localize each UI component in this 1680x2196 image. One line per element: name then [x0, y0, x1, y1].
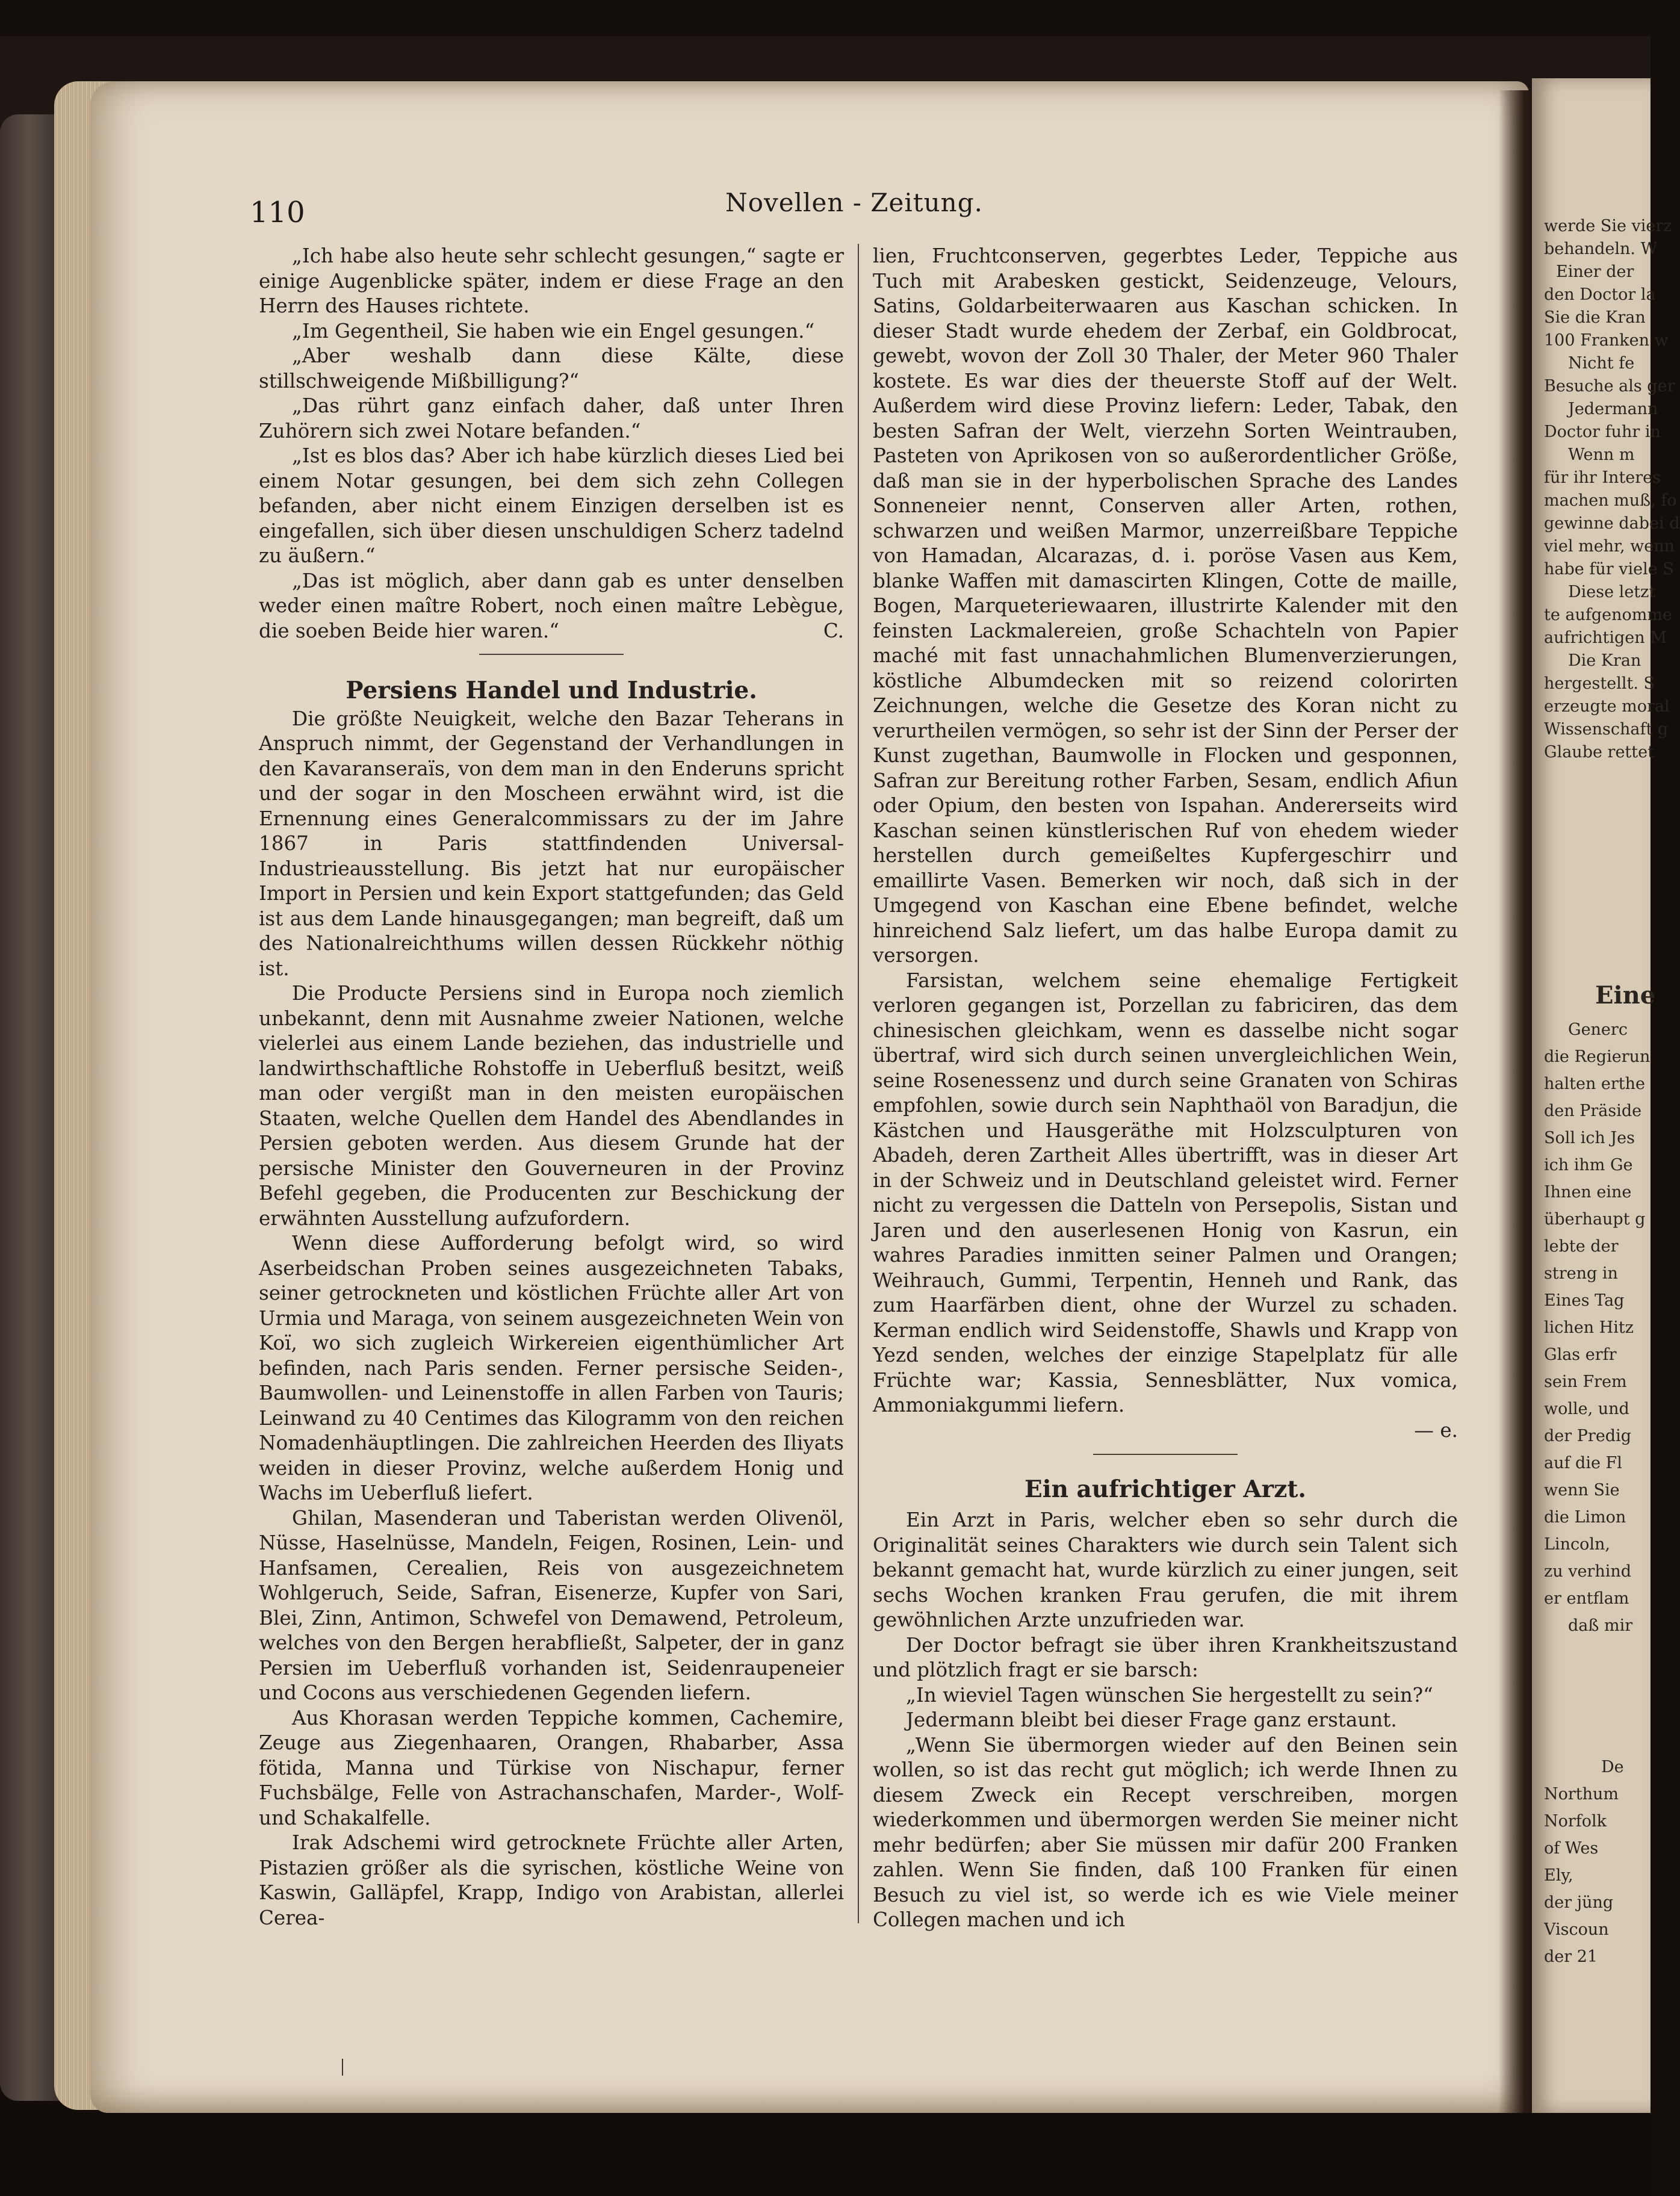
facing-page-line: Jedermann [1568, 400, 1658, 418]
facing-page-line: für ihr Interes [1544, 468, 1661, 487]
facing-page-line: Generc [1568, 1020, 1628, 1039]
article-paragraph: Der Doctor befragt sie über ihren Krankheitszustand und plötzlich fragt er sie barsch: [873, 1633, 1458, 1681]
article-paragraph: „Wenn Sie übermorgen wieder auf den Beinen sein wollen, so ist das recht gut möglich; ich werde Ihnen zu diesem Zweck ein Recept verschreiben, morgen wiederkommen und übermorgen werden Sie meiner nicht mehr bedürfen; aber Sie müssen mir dafür 200 Franken zahlen. Wenn Sie finden, daß 100 Franken für einen Besuch zu viel ist, so werde ich es wie Viele meiner Collegen machen und ich [873, 1733, 1458, 1931]
facing-page-line: Diese letzt [1568, 583, 1656, 601]
facing-page-line: gewinne dabei d [1544, 514, 1680, 533]
dialogue-paragraph: „Ich habe also heute sehr schlecht gesungen,“ sagte er einige Augenblicke später, indem er diese Frage an den Herrn des Hauses richtete. [259, 244, 844, 317]
article-paragraph: Die größte Neuigkeit, welche den Bazar Teherans in Anspruch nimmt, der Gegenstand der Verhandlungen in den Kavaranseraïs, von dem man in den Enderuns spricht und der sogar in den Moscheen erwähnt wird, ist die Ernennung eines Generalcommissars zu der im Jahre 1867 in Paris stattfindenden Universal-Industrieausstellung. Bis jetzt hat nur europäischer Import in Persien und kein Export stattgefunden; das Geld ist aus dem Lande hinausgegangen; man begreift, daß um des Nationalreichthums willen dessen Rückkehr nöthig ist. [259, 707, 844, 980]
facing-page-line: Viscoun [1544, 1920, 1609, 1939]
facing-page-line: De [1601, 1758, 1624, 1776]
column-divider [858, 244, 859, 1923]
article-signature: — e. [1414, 1418, 1458, 1442]
facing-page-line: Sie die Kran [1544, 308, 1646, 327]
facing-page-line: Ihnen eine [1544, 1183, 1632, 1202]
facing-page-line: den Doctor la [1544, 285, 1656, 304]
facing-page-line: Glas erfr [1544, 1345, 1617, 1364]
article-paragraph: Wenn diese Aufforderung befolgt wird, so wird Aserbeidschan Proben seines ausgezeichneten Tabaks, seiner getrockneten und köstlichen Früchte aller Art von Urmia und Maraga, von seinem ausgezeichneten Wein von Koï, wo sich zugleich Wirkereien eigenthümlicher Art befinden, nach Paris senden. Ferner persische Seiden-, Baumwollen- und Leinenstoffe in allen Farben von Tauris; Leinwand zu 40 Centimes das Kilogramm von den reichen Nomadenhäuptlingen. Die zahlreichen Heerden des Iliyats weiden in dieser Provinz, welche außerdem Honig und Wachs im Ueberfluß liefert. [259, 1232, 844, 1504]
article-paragraph: Ghilan, Masenderan und Taberistan werden Olivenöl, Nüsse, Haselnüsse, Mandeln, Feigen, Rosinen, Lein- und Hanfsamen, Cerealien, Reis von ausgezeichnetem Wohlgeruch, Seide, Safran, Eisenerze, Kupfer von Sari, Blei, Zinn, Antimon, Schwefel von Demawend, Petroleum, welches von den Bergen herabfließt, Salpeter, der in ganz Persien im Ueberfluß vorhanden ist, Seidenraupeneier und Cocons aus verschiedenen Gegenden liefern. [259, 1506, 844, 1704]
facing-page-line: daß mir [1568, 1616, 1633, 1635]
article-paragraph-continued: lien, Fruchtconserven, gegerbtes Leder, Teppiche aus Tuch mit Arabesken gestickt, Seidenzeuge, Velours, Satins, Goldarbeiterwaaren aus Kaschan schicken. In dieser Stadt wurde ehedem der Zerbaf, ein Goldbrocat, gewebt, wovon der Zoll 30 Thaler, der Meter 960 Thaler kostete. Es war dies der theuerste Stoff auf der Welt. Außerdem wird diese Provinz liefern: Leder, Tabak, den besten Safran der Welt, vierzehn Sorten Weintrauben, Pasteten von Aprikosen von so außerordentlicher Größe, daß man sie in der hyperbolischen Sprache des Landes Sonneneier nennt, Conserven aller Arten, rothen, schwarzen und weißen Marmor, unzerreißbare Teppiche von Hamadan, Alcarazas, d. i. poröse Vasen aus Kem, blanke Waffen mit damascirten Klingen, Cotte de maille, Bogen, Marqueteriewaaren, illustrirte Kalender mit den feinsten Lackmalereien, große Schachteln von Papier maché mit fast unnachahmlichen Blumenverzierungen, köstliche Albumdecken mit so reizend colorirten Zeichnungen, welche die Gesetze des Koran nicht zu verurtheilen vermögen, so sehr ist der Sinn der Perser der Kunst zugethan, Baumwolle in Flocken und gesponnen, Safran zur Bereitung rother Farben, Sesam, endlich Afiun oder Opium, den besten von Ispahan. Andererseits wird Kaschan seinen künstlerischen Ruf von ehedem wieder herstellen durch gemeißeltes Kupfergeschirr und emaillirte Vasen. Bemerken wir noch, daß sich in der Umgegend von Kaschan eine Ebene befindet, welche hinreichend Salz liefert, um das halbe Europa damit zu versorgen. [873, 244, 1458, 967]
running-title: Novellen - Zeitung. [725, 188, 983, 217]
facing-page-line: überhaupt g [1544, 1210, 1646, 1229]
facing-page-line: Besuche als ger [1544, 377, 1675, 395]
facing-page-line: sein Frem [1544, 1372, 1627, 1391]
printing-mark [342, 2059, 343, 2076]
facing-page-line: Einer der [1556, 262, 1634, 281]
article-title-arzt: Ein aufrichtiger Arzt. [1024, 1475, 1306, 1503]
facing-page-line: hergestellt. S [1544, 674, 1655, 693]
facing-page-line: wenn Sie [1544, 1481, 1620, 1500]
article-paragraph: Jedermann bleibt bei dieser Frage ganz erstaunt. [906, 1708, 1397, 1731]
facing-page-line: Norfolk [1544, 1812, 1607, 1831]
page-number: 110 [250, 196, 305, 229]
facing-page-line: Eines Tag [1544, 1291, 1625, 1310]
article-paragraph: Irak Adschemi wird getrocknete Früchte aller Arten, Pistazien größer als die syrischen, köstliche Weine von Kaswin, Galläpfel, Krapp, Indigo von Arabistan, allerlei Cerea- [259, 1831, 844, 1929]
dialogue-paragraph: „Im Gegentheil, Sie haben wie ein Engel gesungen.“ [292, 319, 815, 343]
facing-page-line: Wissenschaft g [1544, 720, 1669, 739]
section-rule [479, 654, 624, 655]
facing-page-line: lebte der [1544, 1237, 1619, 1256]
facing-page-line: Die Kran [1568, 651, 1641, 670]
article-paragraph: „In wieviel Tagen wünschen Sie hergestellt zu sein?“ [906, 1683, 1433, 1707]
dialogue-paragraph-closing: „Das ist möglich, aber dann gab es unter denselben weder einen maître Robert, noch einen maître Lebègue, die soeben Beide hier waren.“ [259, 569, 844, 642]
facing-page-line: Nicht fe [1568, 354, 1635, 373]
dialogue-paragraph: „Ist es blos das? Aber ich habe kürzlich dieses Lied bei einem Notar gesungen, bei dem sich zehn Collegen befanden, aber nicht einem Einzigen derselben ist es eingefallen, sich über diesen unschuldigen Scherz tadelnd zu äußern.“ [259, 444, 844, 567]
facing-page-line: der jüng [1544, 1893, 1614, 1912]
article-paragraph: Ein Arzt in Paris, welcher eben so sehr durch die Originalität seines Charakters wie durch sein Talent sich bekannt gemacht hat, wurde kürzlich zu einer jungen, seit sechs Wochen kranken Frau gerufen, die mit ihrem gewöhnlichen Arzte unzufrieden war. [873, 1509, 1458, 1631]
facing-page [1532, 78, 1680, 2113]
article-paragraph: Farsistan, welchem seine ehemalige Fertigkeit verloren gegangen ist, Porzellan zu fabriciren, das dem chinesischen gleichkam, wenn es dasselbe nicht sogar übertraf, wird sich durch seinen unvergleichlichen Wein, seine Rosenessenz und durch seine Granaten von Schiras empfohlen, sowie durch sein Naphthaöl von Baradjun, die Kästchen und Hausgeräthe mit Holzsculpturen von Abadeh, deren Zartheit Alles übertrifft, was in dieser Art in der Schweiz und in Deutschland geleistet wird. Ferner nicht zu vergessen die Datteln von Persepolis, Sistan und Jaren und den auserlesenen Honig von Kasrun, ein wahres Paradies inmitten seiner Palmen und Orangen; Weihrauch, Gummi, Terpentin, Henneh und Rank, das zum Haarfärben dient, ohne der Wurzel zu schaden. Kerman endlich wird Seidenstoffe, Shawls und Krapp von Yezd senden, welches der einzige Stapelplatz für alle Früchte war; Kassia, Sennesblätter, Nux vomica, Ammoniakgummi liefern. [873, 969, 1458, 1416]
facing-page-line: Northum [1544, 1785, 1619, 1804]
section-rule [1093, 1454, 1238, 1455]
article-paragraph: Aus Khorasan werden Teppiche kommen, Cachemire, Zeuge aus Ziegenhaaren, Orangen, Rhabarber, Assa fötida, Manna und Türkise von Nischapur, ferner Fuchsbälge, Felle von Astrachanschafen, Marder-, Wolf- und Schakalfelle. [259, 1706, 844, 1829]
facing-page-line: die Regierun [1544, 1047, 1651, 1066]
facing-page-line: te aufgenomme [1544, 606, 1672, 624]
left-column [259, 244, 844, 1931]
facing-page-line: Glaube rettet [1544, 743, 1654, 761]
facing-page-line: die Limon [1544, 1508, 1626, 1527]
facing-page-line: habe für viele S [1544, 560, 1674, 578]
facing-page-line: Wenn m [1568, 445, 1635, 464]
story-signature: C. [823, 619, 844, 642]
facing-page-heading: Eine [1595, 981, 1656, 1010]
facing-page-line: 100 Franken w [1544, 331, 1669, 350]
facing-page-line: der Predig [1544, 1427, 1632, 1445]
dialogue-paragraph: „Das rührt ganz einfach daher, daß unter Ihren Zuhörern sich zwei Notare befanden.“ [259, 394, 844, 442]
facing-page-line: werde Sie vierz [1544, 217, 1672, 235]
facing-page-line: aufrichtigen M [1544, 628, 1667, 647]
dialogue-paragraph: „Aber weshalb dann diese Kälte, diese stillschweigende Mißbilligung?“ [259, 344, 844, 392]
facing-page-line: viel mehr, wenn [1544, 537, 1675, 556]
facing-page-line: Soll ich Jes [1544, 1129, 1635, 1147]
facing-page-line: halten erthe [1544, 1075, 1646, 1093]
facing-page-line: lichen Hitz [1544, 1318, 1634, 1337]
facing-page-line: er entflam [1544, 1589, 1629, 1608]
facing-page-line: machen muß, fo [1544, 491, 1677, 510]
article-title-persiens: Persiens Handel und Industrie. [346, 676, 757, 704]
article-paragraph: Die Producte Persiens sind in Europa noch ziemlich unbekannt, denn mit Ausnahme zweier Nationen, welche vielerlei aus einem Lande beziehen, das industrielle und landwirthschaftliche Rohstoffe in Ueberfluß besitzt, weiß man oder vergißt man in den meisten europäischen Staaten, welche Quellen dem Handel des Abendlandes in Persien geboten werden. Aus diesem Grunde hat der persische Minister den Gouverneuren in der Provinz Befehl gegeben, die Producenten zur Beschickung der erwähnten Ausstellung aufzufordern. [259, 982, 844, 1230]
facing-page-line: Doctor fuhr in [1544, 423, 1661, 441]
right-column [873, 244, 1458, 1933]
facing-page-line: wolle, und [1544, 1400, 1629, 1418]
facing-page-line: erzeugte moral [1544, 697, 1670, 716]
facing-page-line: den Präside [1544, 1102, 1642, 1120]
facing-page-line: Ely, [1544, 1866, 1573, 1885]
facing-page-line: Lincoln, [1544, 1535, 1610, 1554]
facing-page-line: of Wes [1544, 1839, 1599, 1858]
facing-page-line: ich ihm Ge [1544, 1156, 1633, 1174]
facing-page-line: zu verhind [1544, 1562, 1632, 1581]
facing-page-line: behandeln. W [1544, 240, 1658, 258]
facing-page-line: auf die Fl [1544, 1454, 1622, 1472]
facing-page-line: der 21 [1544, 1947, 1598, 1966]
facing-page-line: streng in [1544, 1264, 1618, 1283]
